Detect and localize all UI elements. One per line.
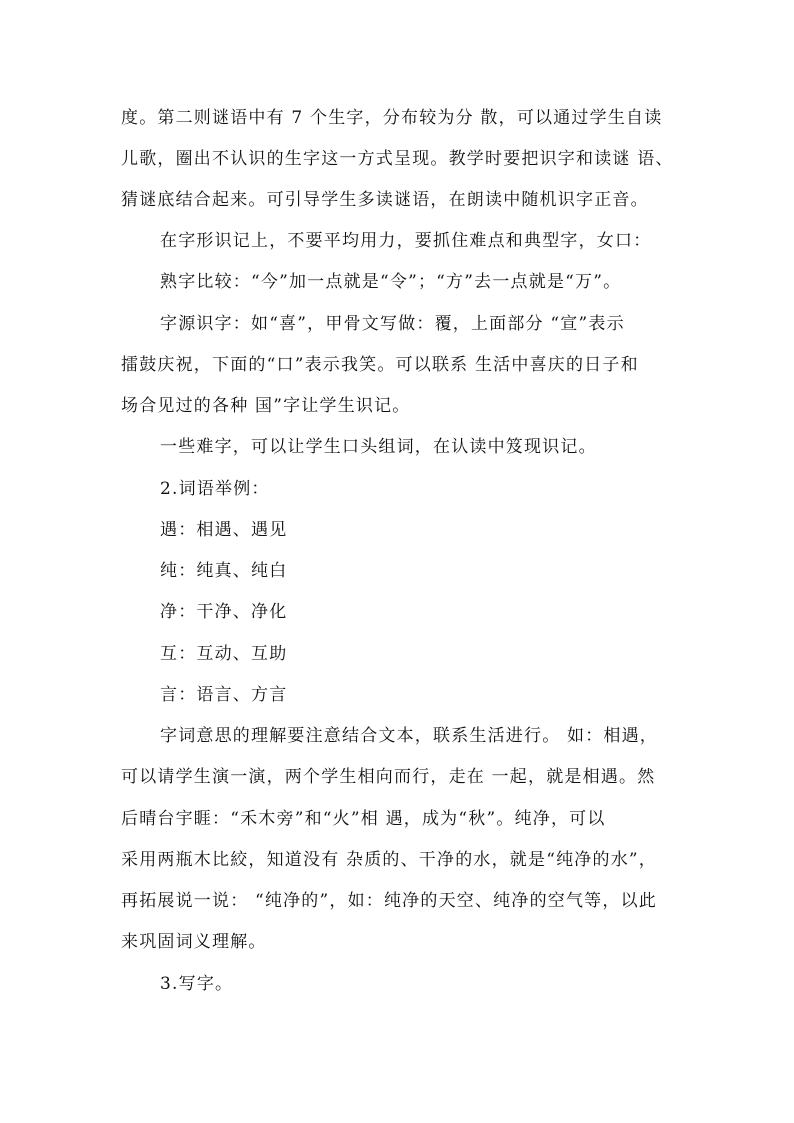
paragraph-line: 采用两瓶木比絞，知道没有 杂质的、干净的水，就是“纯净的水”，: [121, 850, 657, 870]
section-heading: 2.词语举例：: [160, 479, 270, 499]
word-example: 纯：纯真、纯白: [160, 561, 288, 581]
section-heading: 3.写字。: [160, 974, 234, 994]
paragraph-line: 来巩固词义理解。: [121, 932, 267, 952]
paragraph-line: 再拓展说一说： “纯净的”，如：纯净的天空、纯净的空气等，以此: [121, 891, 657, 911]
paragraph-line: 可以请学生演一演，两个学生相向而行，走在 一起，就是相遇。然: [121, 767, 656, 787]
paragraph-line: 一些难字，可以让学生口头组词，在认读中笈现识记。: [160, 437, 597, 457]
word-example: 净：干净、净化: [160, 602, 288, 622]
word-example: 互：互动、互助: [160, 644, 288, 664]
paragraph-line: 后晴台宇睚：“禾木旁”和“火”相 遇，成为“秋”。纯净，可以: [121, 809, 606, 829]
paragraph-line: 猜谜底结合起来。可引导学生多读谜语，在朗读中随机识字正音。: [121, 190, 649, 210]
paragraph-line: 擂鼓庆祝，下面的“口”表示我笑。可以联系 生活中喜庆的日子和: [121, 355, 639, 375]
paragraph-line: 熟字比较：“今”加一点就是“令”；“方”去一点就是“万”。: [160, 272, 622, 292]
paragraph-line: 字词意思的理解要注意结合文本，联系生活进行。 如：相遇，: [160, 726, 659, 746]
word-example: 言：语言、方言: [160, 685, 288, 705]
paragraph-line: 在字形识记上，不要平均用力，要抓住难点和典型字，女口：: [160, 231, 652, 251]
paragraph-line: 儿歌，圈出不认识的生字这一方式呈现。教学时要把识字和读谜 语、: [121, 149, 674, 169]
paragraph-line: 度。第二则谜语中有 7 个生字，分布较为分 散，可以通过学生自读: [121, 108, 663, 128]
paragraph-line: 场合见过的各种 国”字让学生识记。: [121, 396, 411, 416]
paragraph-line: 字源识字：如“喜”，甲骨文写做：覆，上面部分 “宣”表示: [160, 314, 625, 334]
word-example: 遇：相遇、遇见: [160, 520, 288, 540]
